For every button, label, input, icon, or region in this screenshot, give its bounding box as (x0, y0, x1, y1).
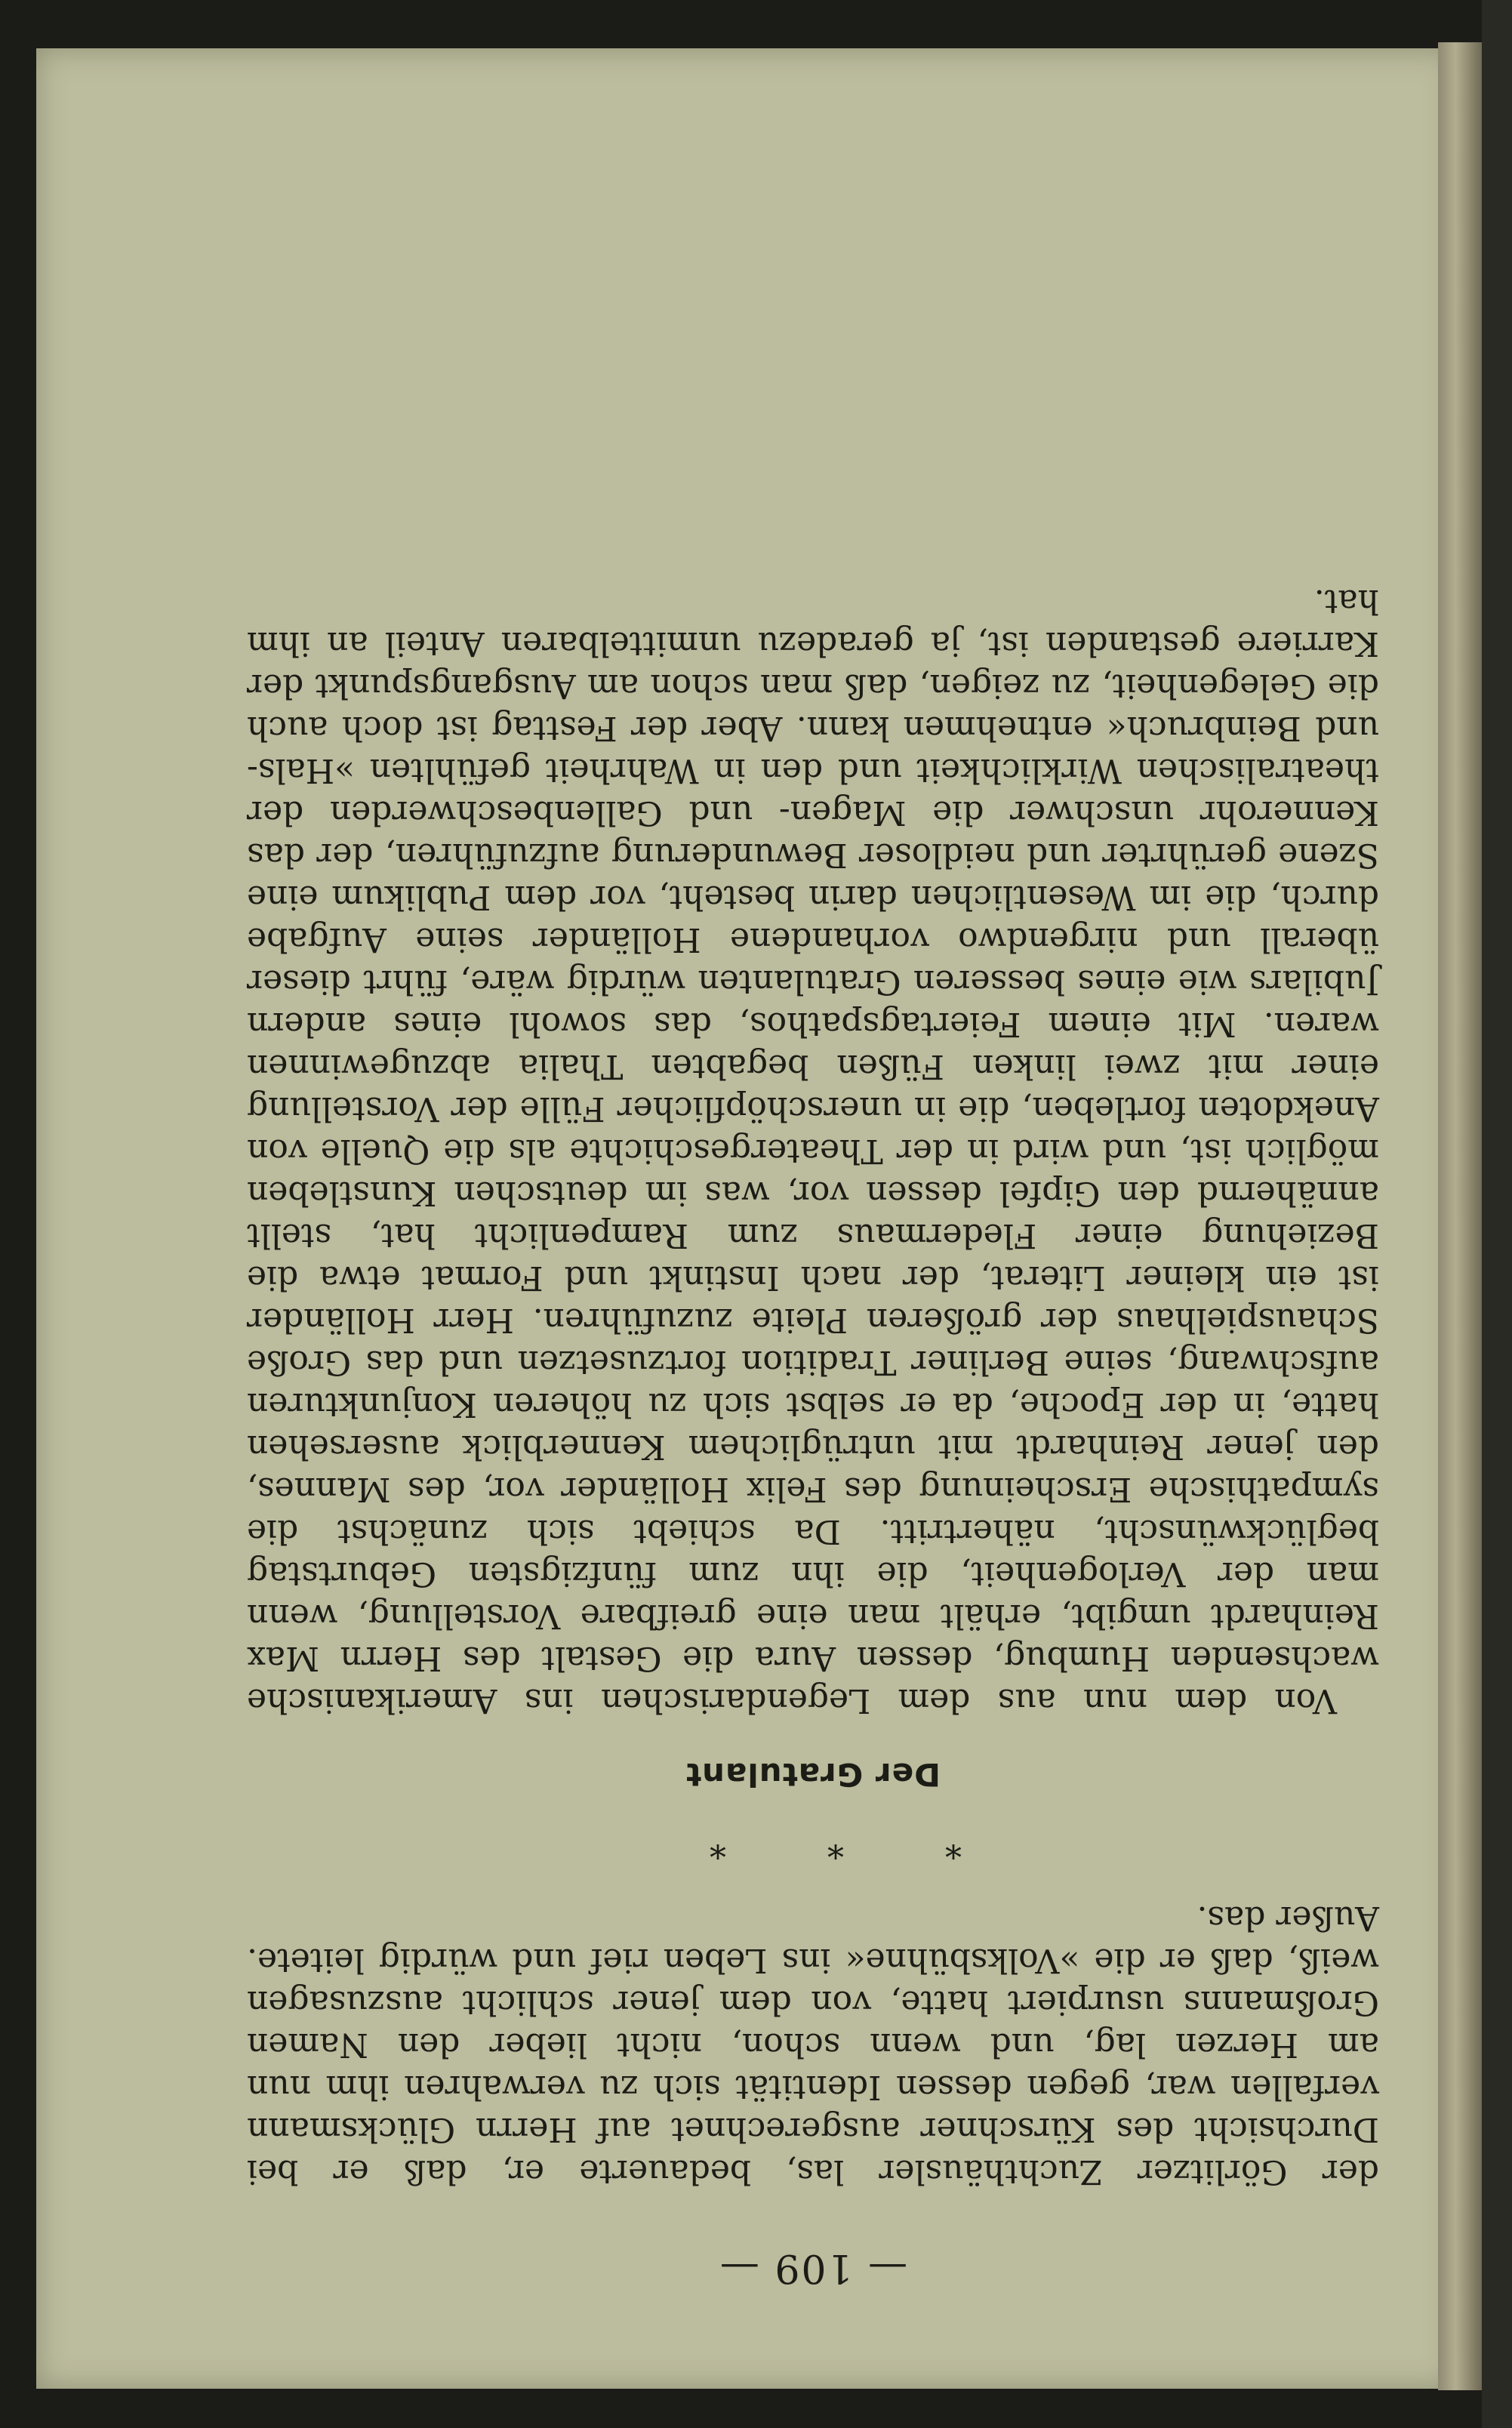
paragraph-main: Von dem nun aus dem Legendarischen ins Amerikanische wachsenden Humbug, dessen Aura die Gestalt des Herrn Max Reinhardt umgibt, erhält man eine greifbare Vorstellung, wenn man der Verlogenheit, die ihn zum fünfzigsten Geburtstag beglückwünscht, nähertritt. Da schiebt sich zunächst die sympathische Erscheinung des Felix Holländer vor, des Mannes, den jener Reinhardt mit untrüglichem Kennerblick ausersehen hatte, in der Epoche, da er selbst sich zu höheren Konjunkturen aufschwang, seine Berliner Tradition fortzusetzen und das Große Schauspielhaus der größeren Pleite zuzuführen. Herr Holländer ist ein kleiner Literat, der nach Instinkt und Format etwa die Beziehung einer Fledermaus zum Rampenlicht hat, stellt annähernd den Gipfel dessen vor, was im deutschen Kunstleben möglich ist, und wird in der Theatergeschichte als die Quelle von Anekdoten fortleben, die in unerschöpflicher Fülle der Vorstellung einer mit zwei linken Füßen begabten Thalia abzugewinnen waren. Mit einem Feiertagspathos, das sowohl eines andern Jubilars wie eines besseren Gratulanten würdig wäre, führt dieser überall und nirgendwo vorhandene Holländer seine Aufgabe durch, die im Wesentlichen darin besteht, vor dem Publikum eine Szene gerührter und neidloser Bewunderung aufzuführen, der das Kennerohr unschwer die Magen- und Gallenbeschwerden der theatralischen Wirklichkeit und den in Wahrheit gefühlten »Hals- und Beinbruch« entnehmen kann. Aber der Festtag ist doch auch die Gelegenheit, zu zeigen, daß man schon am Ausgangspunkt der Karriere gestanden ist, ja geradezu unmittelbaren Anteil an ihm hat. (247, 582, 1379, 1720)
section-title: Der Gratulant (685, 1756, 941, 1793)
paragraph-continued: der Görlitzer Zuchthäusler las, bedauerte er, daß er bei Durchsicht des Kürschner ausgerechnet auf Herrn Glücksmann verfallen war, gegen dessen Identität sich zu verwahren ihm nun am Herzen lag, und wenn schon, nicht lieber den Namen Großmanns usurpiert hatte, von dem jener schlicht auszusagen weiß, daß er die »Volksbühne« ins Leben rief und würdig leitete. Außer das. (247, 1899, 1379, 2191)
page-number: — 109 — (718, 2245, 908, 2291)
page-content (247, 580, 1379, 2289)
section-divider: * * * (664, 1826, 962, 1865)
